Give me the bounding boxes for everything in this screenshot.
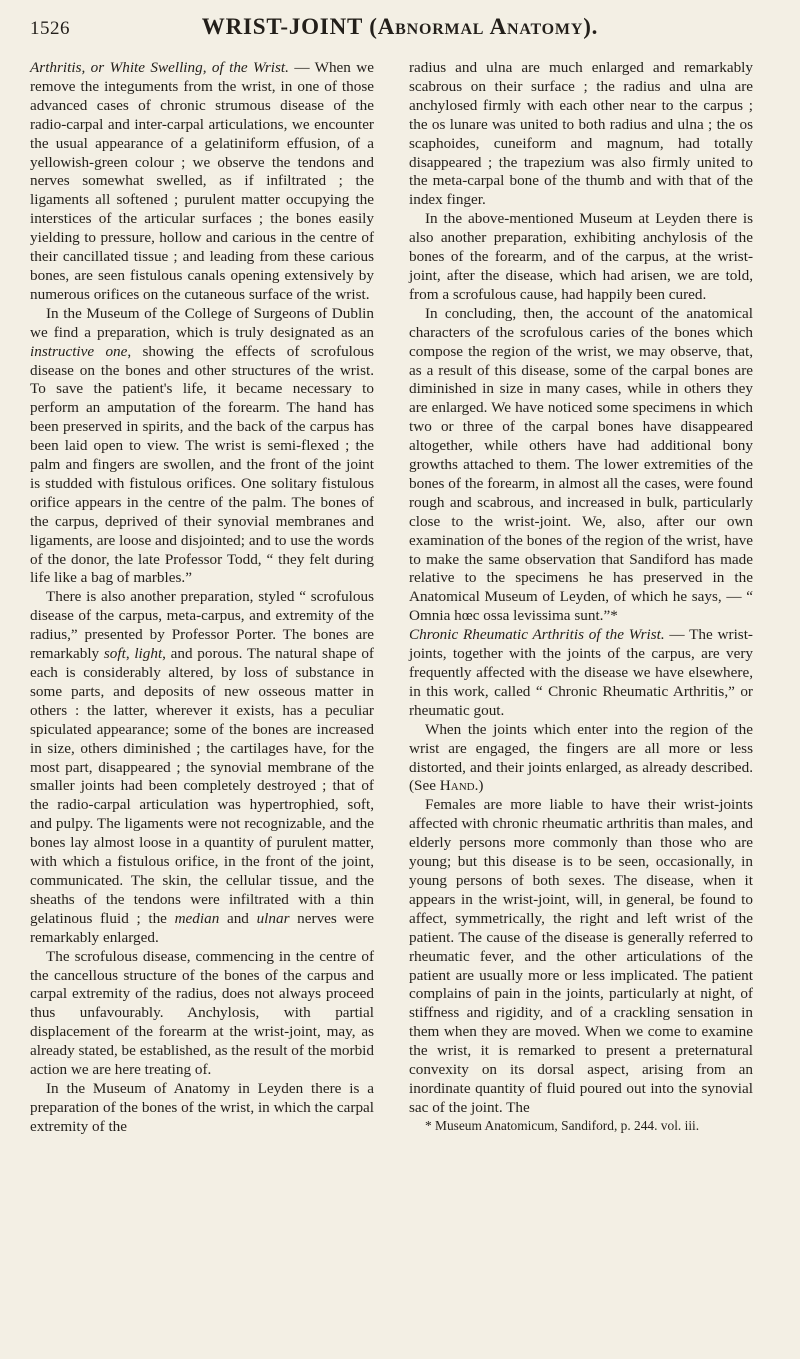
- footnote: * Museum Anatomicum, Sandiford, p. 244. vol. iii.: [425, 1117, 700, 1133]
- paragraph-anchylosis: The scrofulous disease, commencing in the centre of the cancellous structure of the bones of the carpus and carpal extremity of the radius, does not always proceed thus unfavourably. Anchylosis, with partial displacement of the forearm at the wrist-joint, may, as already stated, be established, as the result of the morbid action we are here treating of.: [30, 947, 374, 1079]
- paragraph-leyden-museum: In the Museum of Anatomy in Leyden there is a preparation of the bones of the wrist, in which the carpal extremity of the: [30, 1079, 374, 1135]
- right-column: [409, 59, 753, 1134]
- paragraph-text: In the Museum of the College of Surgeons of Dublin we find a preparation, which is truly designated as an: [30, 304, 374, 341]
- emphasis-text: soft: [103, 645, 126, 663]
- emphasis-text: instructive one: [30, 342, 128, 360]
- paragraph-dublin-museum: [30, 305, 374, 589]
- section-lead-arthritis: Arthritis, or White Swelling, of the Wrist.: [30, 59, 289, 76]
- paragraph-arthritis: [30, 59, 374, 305]
- page-header: [30, 10, 770, 54]
- emphasis-text: median: [174, 909, 220, 927]
- paragraph-text: nerves were remarkably enlarged.: [30, 909, 374, 946]
- paragraph-text: .): [474, 777, 484, 795]
- paragraph-text: There is also another preparation, styled “ scrofulous disease of the carpus, meta-carpus, and extremity of the radius,” presented by Professor Porter. The bones are remarkably: [30, 588, 374, 663]
- paragraph-females: Females are more liable to have their wrist-joints affected with chronic rheumatic arthritis than males, and elderly persons more commonly than those who are young; but this disease is to be seen, occasionally, in young persons of both sexes. The disease, when it appears in the wrist-joint, will, in general, be found to affect, symmetrically, the right and left wrist of the patient. The cause of the disease is generally referred to rheumatic fever, and the other articulations of the patient are usually more or less implicated. The patient complains of pain in the joints, particularly at night, of stiffness and rigidity, and of a crackling sensation in them when they are moved. When we come to examine the wrist, it is remarked to present a preternatural convexity on its dorsal aspect, arising from an inordinate quantity of fluid poured out into the synovial sac of the joint. The: [409, 796, 753, 1116]
- paragraph-leyden-preparation: In the above-mentioned Museum at Leyden there is also another preparation, exhibiting anchylosis of the bones of the forearm, and of the carpus, at the wrist-joint, after the disease, which had arisen, we are told, from a scrofulous cause, had happily been cured.: [409, 210, 753, 303]
- section-lead-chronic-rheumatic: Chronic Rheumatic Arthritis of the Wrist.: [409, 626, 665, 644]
- running-title-main: WRIST-JOINT (: [201, 14, 378, 39]
- paragraph-conclusion: In concluding, then, the account of the anatomical characters of the scrofulous caries of the bones which compose the region of the wrist, we may observe, that, as a result of this disease, some of the carpal bones are diminished in size in many cases, while in others they are enlarged. We have noticed some specimens in which two or three of the carpal bones have disappeared altogether, while others have had additional bony growths attached to them. The lower extremities of the bones of the forearm, in almost all the cases, were found rough and scabrous, and increased in bulk, particularly close to the wrist-joint. We, also, after our own examination of the bones of the region of the wrist, have to make the same observation that Sandiford has made relative to the specimens he has preserved in the Anatomical Museum of Leyden, of which he says, — “ Omnia hœc ossa levissima sunt.”*: [409, 304, 753, 625]
- paragraph-text: — The wrist-joints, together with the joints of the carpus, are very frequently affected with the disease we have elsewhere, in this work, called “ Chronic Rheumatic Arthritis,” or rheumatic gout.: [409, 626, 753, 719]
- paragraph-text: When the joints which enter into the region of the wrist are engaged, the fingers are all more or less distorted, and their joints enlarged, as already described. (See: [409, 720, 753, 795]
- cross-reference-hand: Hand: [439, 777, 475, 795]
- running-title: [30, 14, 770, 40]
- emphasis-text: light: [134, 645, 163, 663]
- paragraph-text: ,: [125, 645, 135, 663]
- paragraph-joints-engaged: [409, 721, 753, 797]
- running-title-end: ).: [583, 14, 599, 39]
- paragraph-text: , showing the effects of scrofulous disease on the bones and other structures of the wrist. To save the patient's life, it became necessary to perform an amputation of the forearm. The hand has been preserved in spirits, and the back of the carpus has been laid open to view. The wrist is semi-flexed ; the palm and fingers are swollen, and the front of the joint is studded with fistulous orifices. One solitary fistulous orifice appears in the centre of the palm. The bones of the carpus, deprived of their synovial membranes and ligaments, are loose and disjointed; and to use the words of the donor, the late Professor Todd, “ they felt during life like a bag of marbles.”: [30, 342, 374, 587]
- paragraph-radius-ulna: radius and ulna are much enlarged and remarkably scabrous on their surface ; the radius and ulna are anchylosed firmly with each other near to the carpus ; the os lunare was united to both radius and ulna ; the os scaphoides, cuneiform and magnum, had totally disappeared ; the trapezium was also firmly united to the meta-carpal bone of the thumb and with that of the index finger.: [409, 59, 753, 209]
- paragraph-text: — When we remove the integuments from the wrist, in one of those advanced cases of chronic strumous disease of the radio-carpal and inter-carpal articulations, we encounter the usual appearance of a gelatiniform effusion, of a yellowish-green colour ; we observe the tendons and nerves somewhat swelled, as if infiltrated ; the ligaments all softened ; purulent matter occupying the interstices of the articular surfaces ; the bones easily yielding to pressure, hollow and carious in the centre of their cancillated tissue ; and leading from these carious bones, are seen fistulous canals opening extensively by numerous orifices on the cutaneous surface of the wrist.: [30, 59, 374, 303]
- paragraph-text: and: [219, 909, 257, 927]
- paragraph-text: , and porous. The natural shape of each is considerably altered, by loss of substance in some parts, and deposits of new osseous matter in others : the latter, wherever it exists, has a peculiar spiculated appearance; some of the bones are increased in size, others diminished ; the cartilages have, for the most part, disappeared ; the synovial membrane of the smaller joints had been completely destroyed ; that of the radio-carpal articulation was hypertrophied, soft, and pulpy. The ligaments were not recognizable, and the bones lay almost loose in a quantity of purulent matter, with which a fistulous orifice, in the front of the joint, communicated. The skin, the cellular tissue, and the sheaths of the tendons were infiltrated with a thin gelatinous fluid ; the: [30, 645, 374, 927]
- emphasis-text: ulnar: [256, 909, 290, 927]
- page-number: 1526: [30, 18, 70, 39]
- paragraph-chronic-rheumatic: [409, 626, 753, 721]
- running-title-subtitle: Abnormal Anatomy: [377, 14, 584, 39]
- paragraph-porter-preparation: [30, 588, 374, 947]
- left-column: [30, 59, 374, 1137]
